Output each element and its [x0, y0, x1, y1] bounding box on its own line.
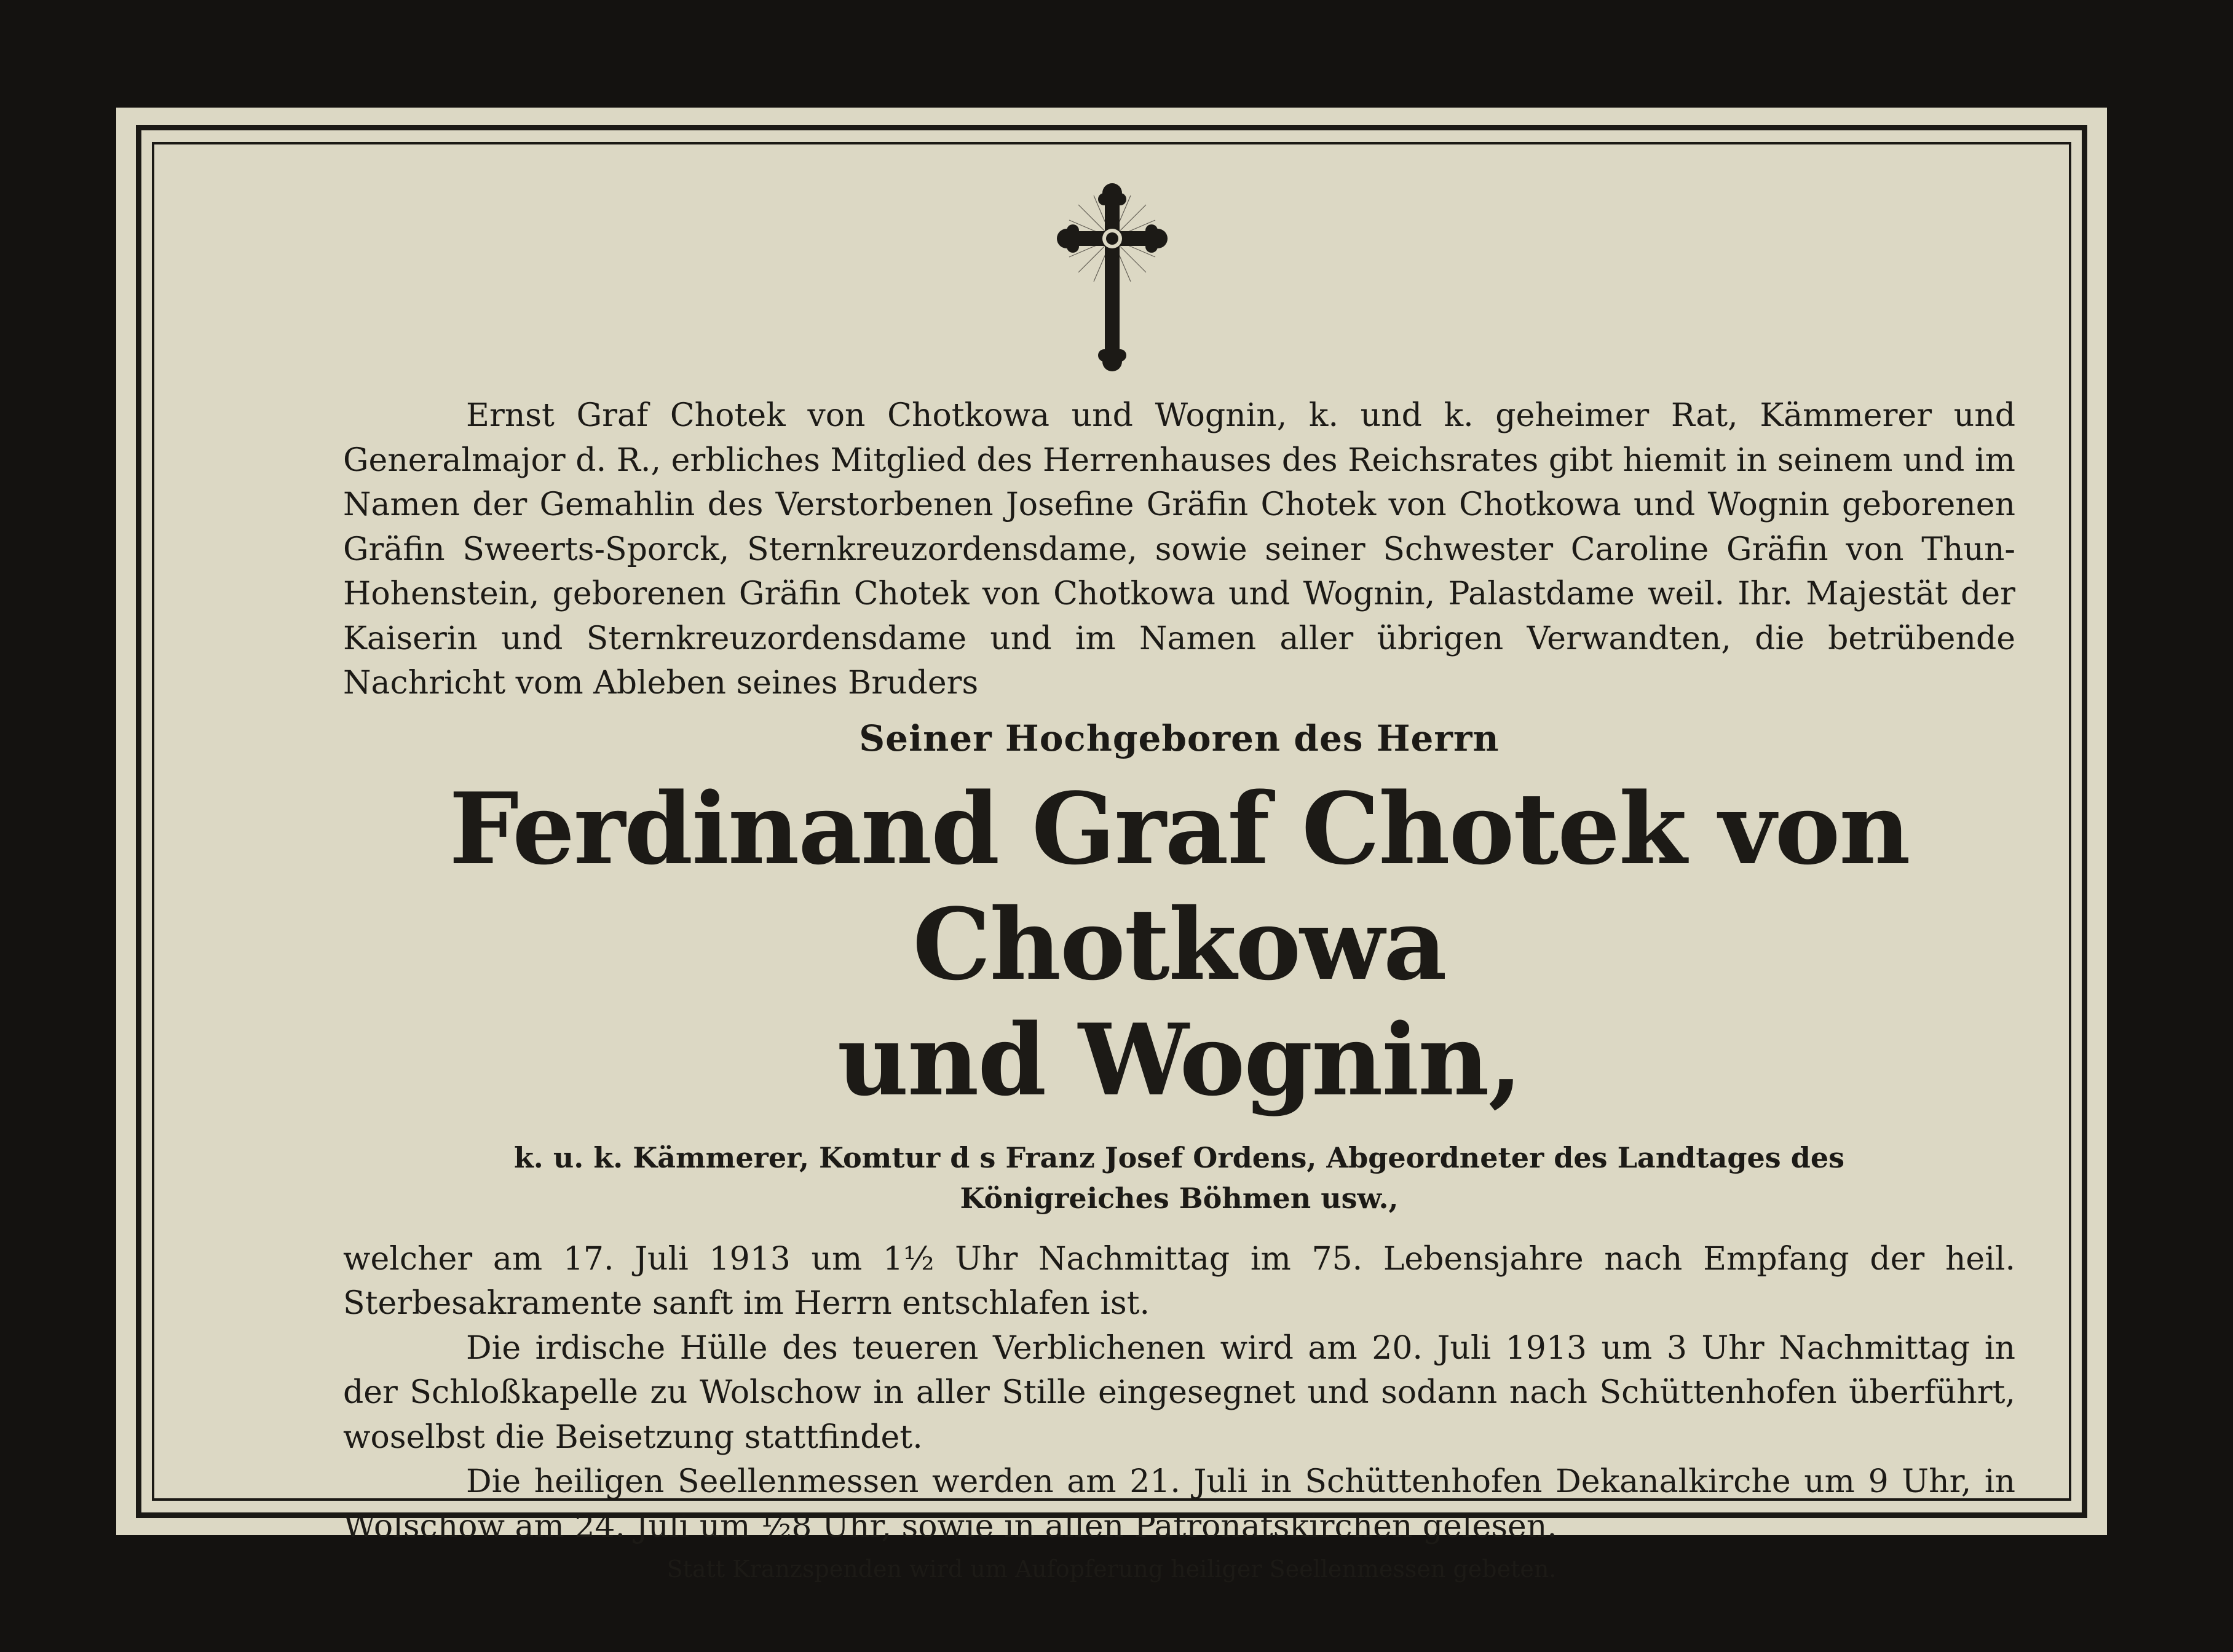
- deceased-titles: k. u. k. Kämmerer, Komtur d s Franz Josef Ordens, Abgeordneter des Landtages des Königreiches Böhmen usw.,: [513, 1140, 1845, 1215]
- notice-body: [343, 1237, 2015, 1549]
- obituary-card: [116, 108, 2107, 1583]
- intro-paragraph: Ernst Graf Chotek von Chotkowa und Wognin, k. und k. geheimer Rat, Kämmerer und Generalmajor d. R., erbliches Mitglied des Herrenhauses des Reichsrates gibt hiemit in seinem und im Namen der Gemahlin des Verstorbenen Josefine Gräfin Chotek von Chotkowa und Wognin geborenen Gräfin Sweerts-Sporck, Sternkreuzordensdame, sowie seiner Schwester Caroline Gräfin von Thun-Hohenstein, geborenen Gräfin Chotek von Chotkowa und Wognin, Palastdame weil. Ihr. Majestät der Kaiserin und Sternkreuzordensdame und im Namen aller übrigen Verwandten, die betrübende Nachricht vom Ableben seines Bruders: [343, 397, 2015, 702]
- masses-paragraph: Die heiligen Seellenmessen werden am 21. Juli in Schüttenhofen Dekanalkirche um 9 Uhr, in Wolschow am 24. Juli um ½8 Uhr, sowie in allen Patronatskirchen gelesen.: [343, 1463, 2015, 1545]
- funeral-paragraph: Die irdische Hülle des teueren Verblichenen wird am 20. Juli 1913 um 3 Uhr Nachmittag in der Schloßkapelle zu Wolschow in aller Stille eingesegnet und sodann nach Schüttenhofen überführt, woselbst die Beisetzung stattfindet.: [343, 1329, 2015, 1456]
- death-paragraph: welcher am 17. Juli 1913 um 1½ Uhr Nachmittag im 75. Lebensjahre nach Empfang der heil. Sterbesakramente sanft im Herrn entschlafen ist.: [343, 1240, 2015, 1322]
- notice-text: [343, 393, 2015, 1549]
- cross-icon: [1051, 177, 1174, 374]
- deceased-name-line1: Ferdinand Graf Chotek von Chotkowa: [449, 770, 1910, 1002]
- honorific-line: Seiner Hochgeboren des Herrn: [859, 717, 1500, 759]
- closing-note: Statt Kranzspenden wird um Aufopferung heiliger Seellenmessen gebeten.: [666, 1555, 1557, 1583]
- deceased-name-line2: und Wognin,: [837, 1002, 1522, 1118]
